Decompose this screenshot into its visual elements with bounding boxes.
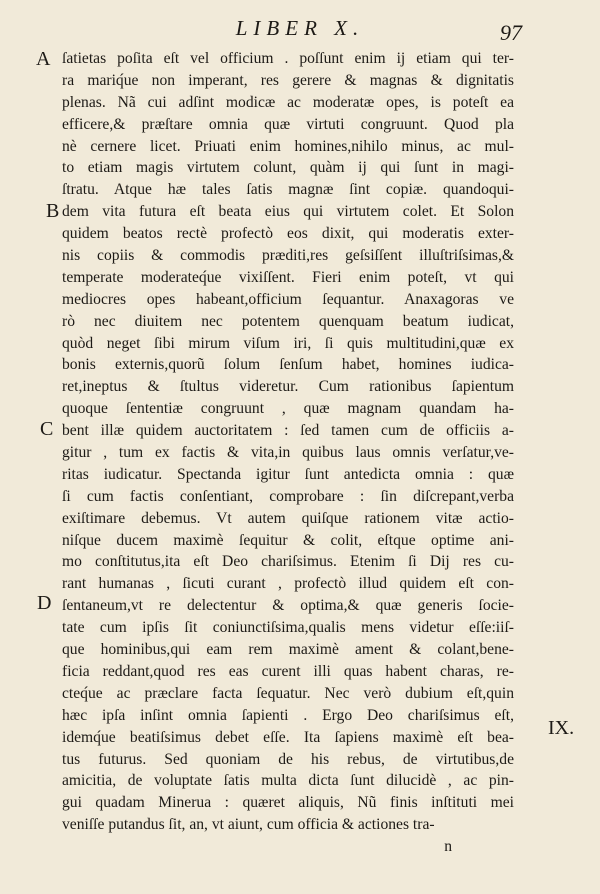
text-line: ra mariq́ue non imperant, res gerere & magnas & dignitatis (62, 71, 514, 89)
text-line: veniſſe putandus ſit, an, vt aiunt, cum officia & actiones tra- (62, 816, 435, 834)
text-line: temperate moderateq́ue vixiſſent. Fieri enim poteſt, vt qui (62, 268, 514, 286)
text-line: ſi cum factis conſentiant, comprobare : ſin diſcrepant,verba (62, 487, 514, 505)
body-text (62, 48, 514, 858)
text-line: ret,ineptus & ſtultus videretur. Cum rationibus ſapientum (62, 378, 514, 396)
text-line: efficere,& præſtare omnia quæ virtuti congruunt. Quod pla (62, 115, 514, 133)
page-number: 97 (500, 20, 522, 45)
text-line: mo conſtitutus,ita eſt Deo chariſsimus. Etenim ſi Dij res cu- (62, 553, 514, 571)
text-line: ritas iudicatur. Spectanda igitur ſunt antedicta omnia : quæ (62, 465, 514, 483)
text-line: mediocres opes habeant,officium ſequantur. Anaxagoras ve (62, 290, 514, 308)
text-line: idemq́ue beatiſsimus debet eſſe. Ita ſapiens maximè eſt bea- (62, 728, 514, 746)
text-line: ſtratu. Atque hæ tales ſatis magnæ ſint copiæ. quandoqui- (62, 181, 514, 199)
text-line: amicitia, de voluptate ſatis multa dicta ſunt dilucidè , ac pin- (62, 772, 514, 790)
text-line: gui quadam Minerua : quæret aliquis, Nũ finis inſtituti mei (62, 794, 514, 812)
text-line: cteq́ue ac præclare facta ſequatur. Nec verò dubium eſt,quin (62, 684, 514, 702)
text-line: quòd neget ſibi mirum viſum iri, ſi quis multitudini,quæ ex (62, 334, 514, 352)
margin-letter-b: B (46, 200, 60, 222)
catchword: n (444, 838, 452, 856)
text-line: rò nec diuitem nec potentem quenquam beatum iudicat, (62, 312, 514, 330)
text-line: bonis externis,quorũ ſolum ſenſum habet, homines iudica- (62, 356, 514, 374)
margin-letter-d: D (37, 592, 52, 614)
text-line: que hominibus,qui eam rem maximè ament & colant,bene- (62, 641, 514, 659)
text-line: hæc ipſa inſint omnia ſapienti . Ergo Deo chariſsimus eſt, (62, 706, 514, 724)
margin-letter-a: A (36, 48, 51, 70)
text-line: quidem beatos rectè profectò eos dixit, qui moderatis exter- (62, 225, 514, 243)
text-line: ſentaneum,vt re delectentur & optima,& quæ generis ſocie- (62, 597, 514, 615)
text-line: bent illæ quidem auctoritatem : ſed tamen cum de officiis a- (62, 422, 514, 440)
text-line: rant humanas , ſicuti curant , profectò illud quidem eſt con- (62, 575, 514, 593)
running-title: LIBER X. (235, 16, 365, 40)
text-line: ficia reddant,quod res eas curent illi quas habent charas, re- (62, 662, 514, 680)
text-line: gitur , tum ex factis & vita,in quibus laus omnis verſatur,ve- (62, 444, 514, 462)
text-line: exiſtimare debemus. Vt autem quiſque rationem vitæ actio- (62, 509, 514, 527)
text-line: nis copiis & commodis præditi,res geſsiſſent illuſtriſsimas,& (62, 247, 514, 265)
text-line: dem vita futura eſt beata eius qui virtutem colet. Et Solon (62, 203, 514, 221)
text-line: tus futurus. Sed quoniam de his rebus, de virtutibus,de (62, 750, 514, 768)
text-line: plenas. Nã cui adſint modicæ ac moderatæ opes, is poteſt ea (62, 93, 514, 111)
text-line: quoque ſententiæ congruunt , quæ magnam quandam ha- (62, 400, 514, 418)
text-line: niſque ducem maximè ſequitur & colit, eſtque optime ani- (62, 531, 514, 549)
text-line: ſatietas poſita eſt vel officium . poſſunt enim ij etiam qui ter- (62, 50, 514, 67)
margin-letter-c: C (40, 418, 54, 440)
chapter-marker: IX. (548, 717, 575, 739)
text-line: to etiam magis virtutem colunt, quàm ij qui ſunt in magi- (62, 159, 514, 177)
text-line: nè cernere licet. Priuati enim homines,nihilo minus, ac mul- (62, 137, 514, 155)
text-line: tate cum ipſis ſit coniunctiſsima,qualis mens videtur eſſe:iiſ- (62, 619, 514, 637)
